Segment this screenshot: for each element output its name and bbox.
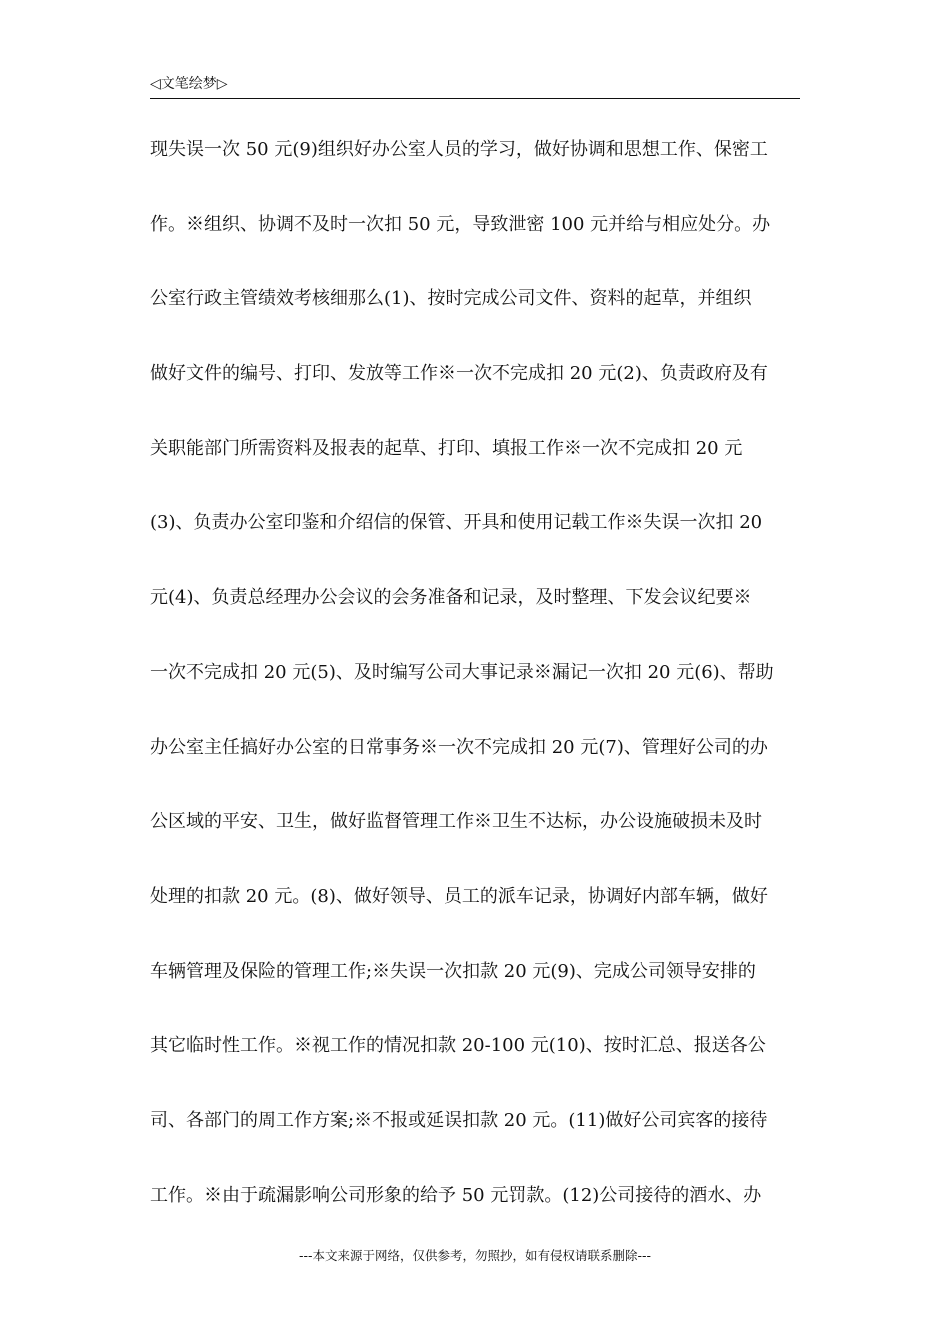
text-line: 司、各部门的周工作方案;※不报或延误扣款 20 元。(11)做好公司宾客的接待	[150, 1109, 768, 1131]
text-line: (3)、负责办公室印鉴和介绍信的保管、开具和使用记载工作※失误一次扣 20	[150, 512, 763, 534]
body-text	[150, 130, 810, 1250]
text-line: 公室行政主管绩效考核细那么(1)、按时完成公司文件、资料的起草，并组织	[150, 288, 752, 310]
header-title: ◁文笔绘梦▷	[150, 76, 228, 92]
text-line: 处理的扣款 20 元。(8)、做好领导、员工的派车记录，协调好内部车辆，做好	[150, 885, 768, 907]
page-footer: ---本文来源于网络，仅供参考，勿照抄，如有侵权请联系删除---	[298, 1248, 652, 1263]
text-line: 公区域的平安、卫生，做好监督管理工作※卫生不达标，办公设施破损未及时	[150, 811, 762, 833]
text-line: 车辆管理及保险的管理工作;※失误一次扣款 20 元(9)、完成公司领导安排的	[150, 960, 756, 982]
text-line: 关职能部门所需资料及报表的起草、打印、填报工作※一次不完成扣 20 元	[150, 437, 743, 459]
page-header	[150, 74, 800, 99]
text-line: 现失误一次 50 元(9)组织好办公室人员的学习，做好协调和思想工作、保密工	[150, 139, 768, 160]
text-line: 办公室主任搞好办公室的日常事务※一次不完成扣 20 元(7)、管理好公司的办	[150, 736, 768, 758]
text-line: 作。※组织、协调不及时一次扣 50 元，导致泄密 100 元并给与相应处分。办	[150, 213, 771, 235]
text-line: 其它临时性工作。※视工作的情况扣款 20-100 元(10)、按时汇总、报送各公	[150, 1035, 766, 1057]
text-line: 做好文件的编号、打印、发放等工作※一次不完成扣 20 元(2)、负责政府及有	[150, 363, 768, 385]
text-line: 一次不完成扣 20 元(5)、及时编写公司大事记录※漏记一次扣 20 元(6)、帮助	[150, 661, 774, 683]
text-line: 元(4)、负责总经理办公会议的会务准备和记录，及时整理、下发会议纪要※	[150, 587, 752, 609]
text-line: 工作。※由于疏漏影响公司形象的给予 50 元罚款。(12)公司接待的酒水、办	[150, 1184, 762, 1206]
